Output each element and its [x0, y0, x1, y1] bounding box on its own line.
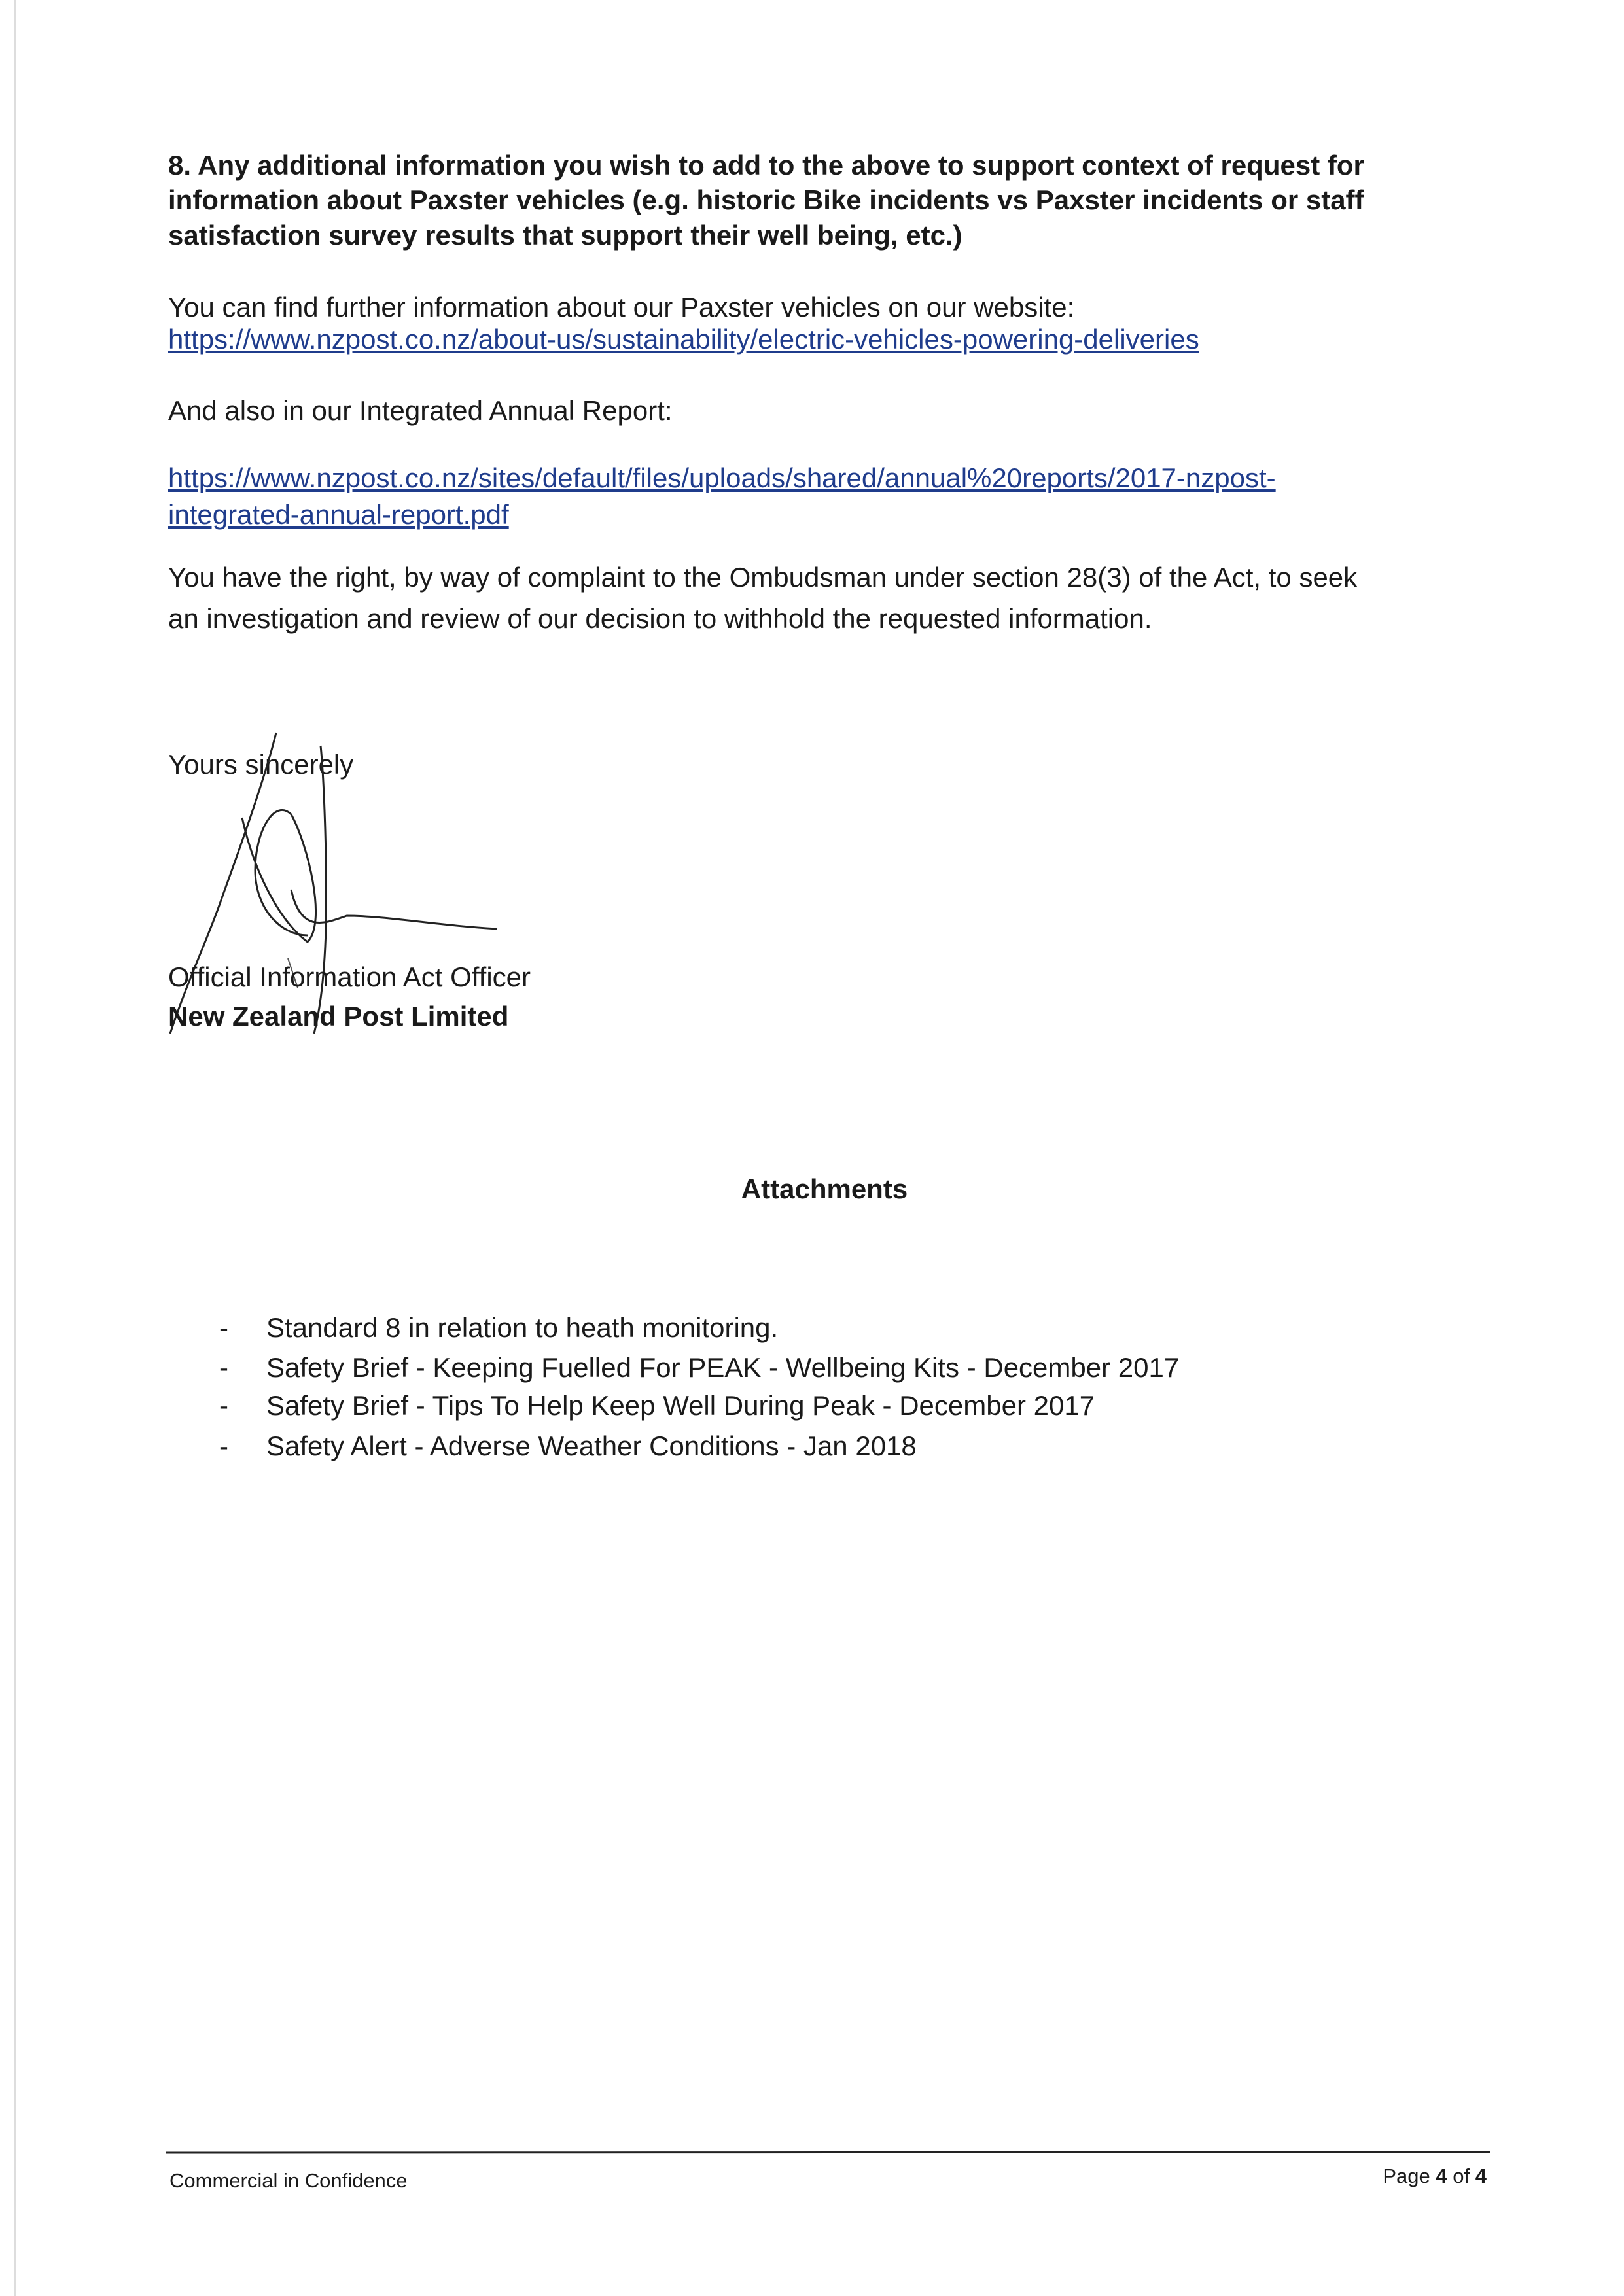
- bullet-dash: -: [219, 1312, 228, 1343]
- scan-edge: [14, 0, 16, 2296]
- website-link[interactable]: https://www.nzpost.co.nz/about-us/sustainability/electric-vehicles-powering-deliveries: [168, 324, 1199, 355]
- closing: Yours sincerely: [168, 749, 354, 780]
- signatory-title: Official Information Act Officer: [168, 962, 531, 992]
- page-of: of: [1453, 2165, 1470, 2187]
- page-current: 4: [1436, 2165, 1447, 2187]
- question-heading-line: satisfaction survey results that support their well being, etc.): [168, 220, 962, 251]
- attachment-item: [219, 1312, 778, 1344]
- question-heading-line: information about Paxster vehicles (e.g. historic Bike incidents vs Paxster incidents or staff: [168, 184, 1364, 215]
- page-number: [1383, 2165, 1487, 2188]
- bullet-dash: -: [219, 1431, 228, 1461]
- attachment-label: Safety Brief - Tips To Help Keep Well During Peak - December 2017: [266, 1390, 1095, 1421]
- website-intro: You can find further information about our Paxster vehicles on our website:: [168, 292, 1075, 322]
- attachment-label: Safety Brief - Keeping Fuelled For PEAK - Wellbeing Kits - December 2017: [266, 1352, 1180, 1383]
- question-heading-line: 8. Any additional information you wish to add to the above to support context of request for: [168, 150, 1364, 181]
- annual-report-link-cont[interactable]: integrated-annual-report.pdf: [168, 499, 509, 530]
- attachment-label: Safety Alert - Adverse Weather Conditions - Jan 2018: [266, 1431, 917, 1461]
- attachment-item: [219, 1351, 1179, 1384]
- page-prefix: Page: [1383, 2165, 1430, 2187]
- attachment-item: [219, 1389, 1095, 1422]
- attachment-item: [219, 1430, 917, 1463]
- report-intro: And also in our Integrated Annual Report:: [168, 395, 673, 426]
- rights-text: an investigation and review of our decision to withhold the requested information.: [168, 603, 1152, 634]
- bullet-dash: -: [219, 1390, 228, 1421]
- attachments-heading: Attachments: [741, 1174, 908, 1204]
- annual-report-link[interactable]: https://www.nzpost.co.nz/sites/default/files/uploads/shared/annual%20reports/2017-nzpost-: [168, 462, 1276, 493]
- footer-confidentiality: Commercial in Confidence: [169, 2169, 408, 2192]
- footer-divider: [166, 2151, 1490, 2153]
- rights-text: You have the right, by way of complaint to the Ombudsman under section 28(3) of the Act, to seek: [168, 562, 1358, 593]
- signatory-organisation: New Zealand Post Limited: [168, 1001, 509, 1032]
- attachment-label: Standard 8 in relation to heath monitoring.: [266, 1312, 779, 1343]
- page-total: 4: [1475, 2165, 1487, 2187]
- bullet-dash: -: [219, 1352, 228, 1383]
